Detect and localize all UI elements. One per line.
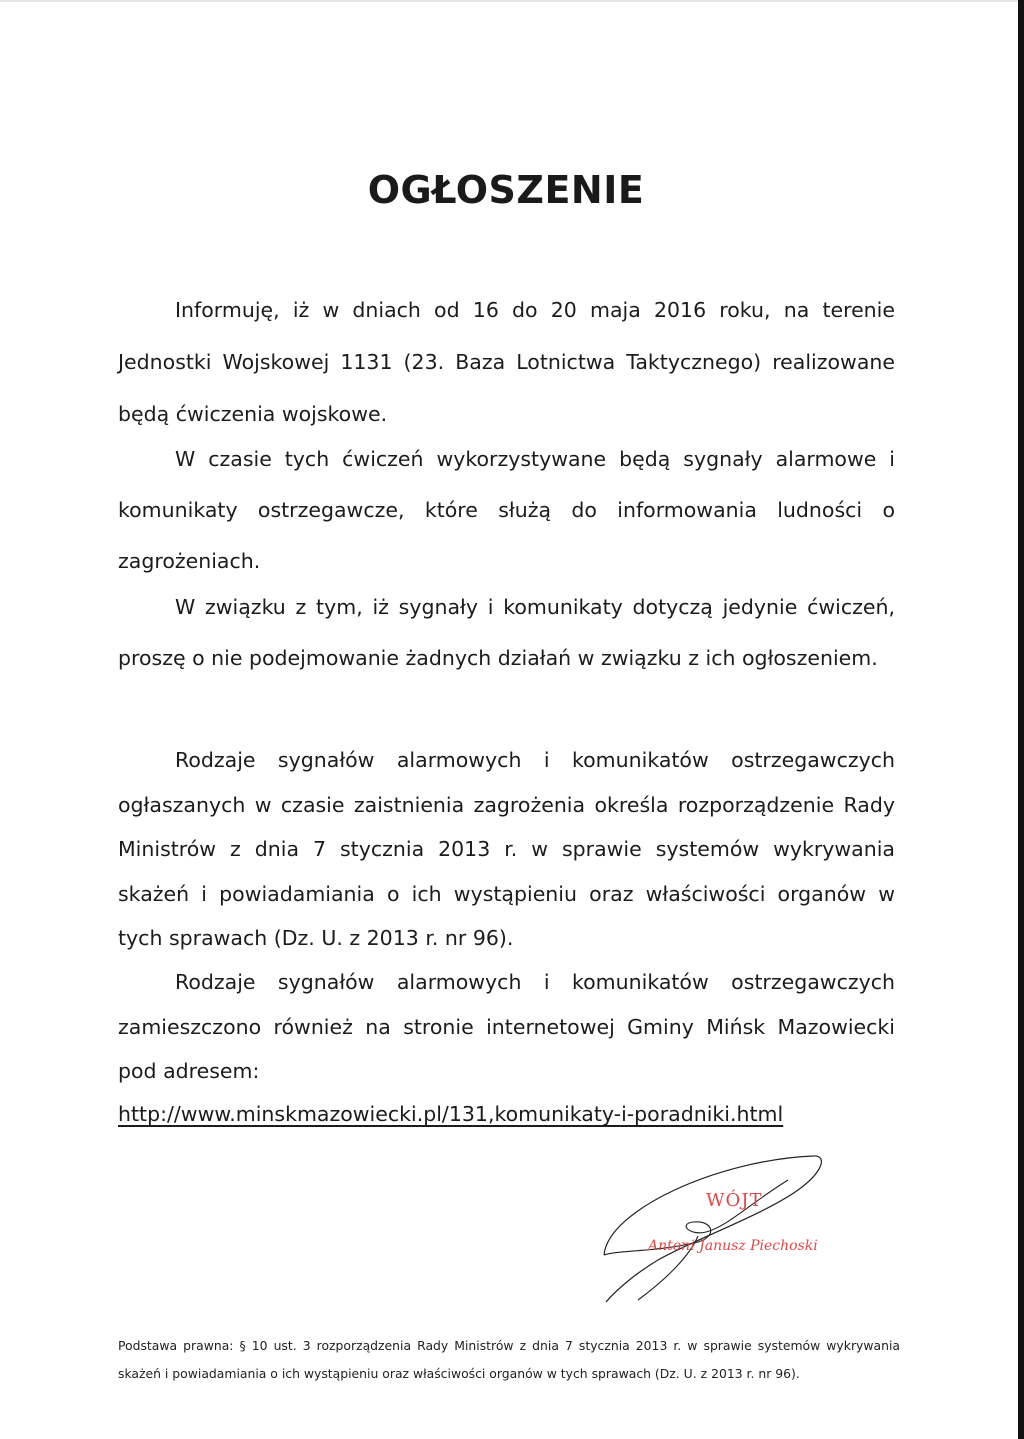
paragraph-regulation: Rodzaje sygnałów alarmowych i komunikatów ostrzegawczych ogłaszanych w czasie zaistnienia zagrożenia określa rozporządzenie Rady Ministrów z dnia 7 stycznia 2013 r. w sprawie systemów wykrywania skażeń i powiadamiania o ich wystąpieniu oraz właściwości organów w tych sprawach (Dz. U. z 2013 r. nr 96).: [118, 748, 895, 950]
stamp-title: WÓJT: [706, 1190, 763, 1211]
website-link[interactable]: http://www.minskmazowiecki.pl/131,komunikaty-i-poradniki.html: [118, 1102, 784, 1126]
scan-right-edge: [1018, 0, 1024, 1439]
paragraph-website-info: Rodzaje sygnałów alarmowych i komunikatów ostrzegawczych zamieszczono również na stronie internetowej Gminy Mińsk Mazowiecki pod adresem:: [118, 970, 895, 1083]
paragraph-exercise-dates: Informuję, iż w dniach od 16 do 20 maja 2016 roku, na terenie Jednostki Wojskowej 1131 (23. Baza Lotnictwa Taktycznego) realizowane będą ćwiczenia wojskowe.: [118, 298, 895, 426]
signature-block: [598, 1150, 828, 1310]
document-title: OGŁOSZENIE: [367, 168, 645, 212]
paragraph-signals-used: W czasie tych ćwiczeń wykorzystywane będą sygnały alarmowe i komunikaty ostrzegawcze, które służą do informowania ludności o zagrożeniach.: [118, 447, 895, 573]
handwritten-signature-icon: [598, 1150, 828, 1310]
paragraph-no-action-needed: W związku z tym, iż sygnały i komunikaty dotyczą jedynie ćwiczeń, proszę o nie podejmowanie żadnych działań w związku z ich ogłoszeniem.: [118, 595, 895, 670]
stamp-name: Antoni Janusz Piechoski: [648, 1238, 818, 1254]
legal-basis-footer: Podstawa prawna: § 10 ust. 3 rozporządzenia Rady Ministrów z dnia 7 stycznia 2013 r. w sprawie systemów wykrywania skażeń i powiadamiania o ich wystąpieniu oraz właściwości organów w tych sprawach (Dz. U. z 2013 r. nr 96).: [118, 1338, 900, 1381]
scan-top-edge: [0, 0, 1024, 2]
